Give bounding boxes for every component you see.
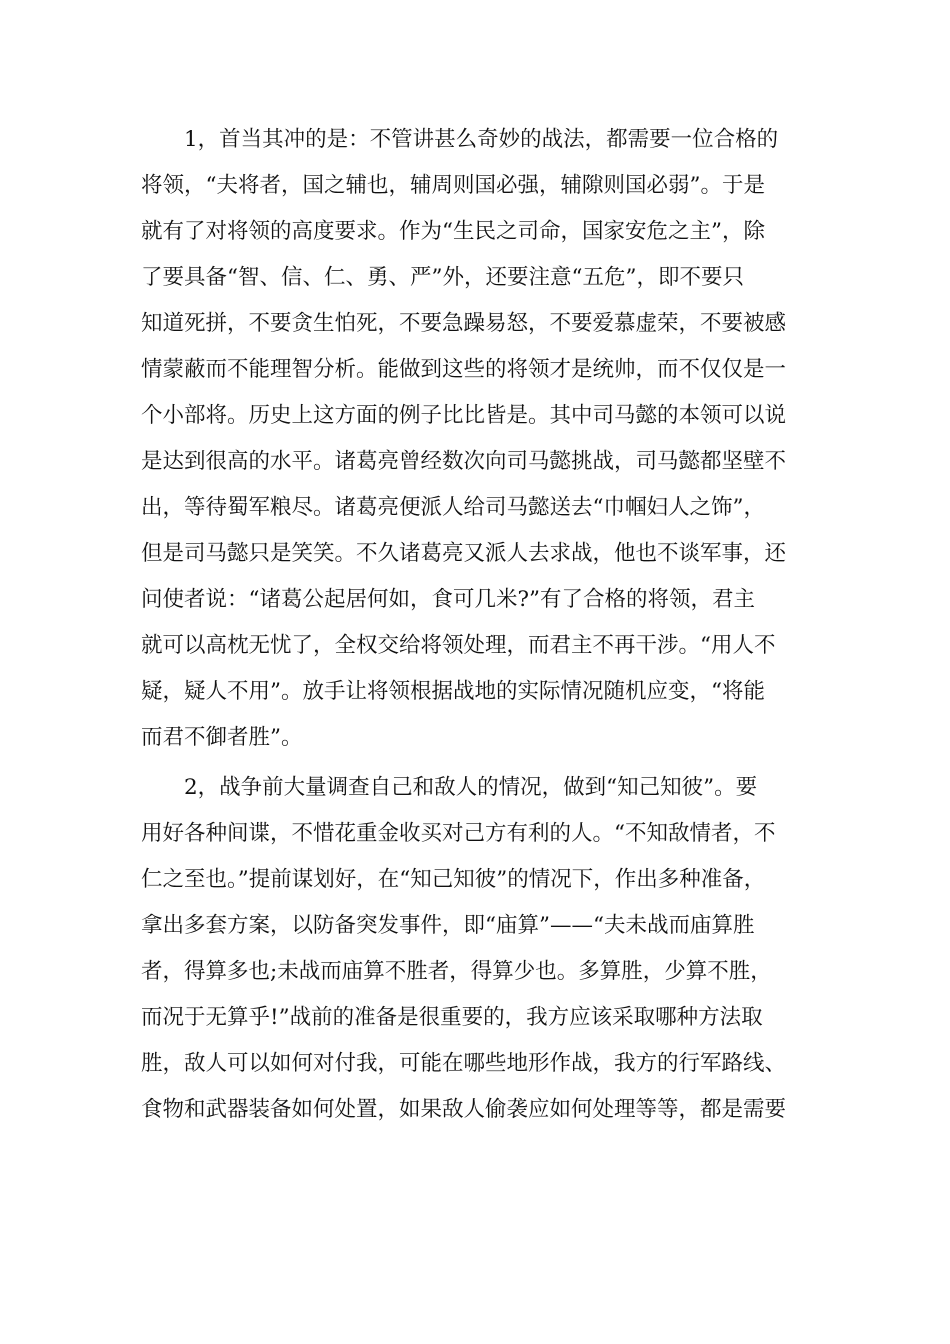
text-line: 是达到很高的水平。诸葛亮曾经数次向司马懿挑战，司马懿都坚壁不 (141, 449, 787, 474)
text-line: 拿出多套方案，以防备突发事件，即“庙算”——“夫未战而庙算胜 (141, 913, 755, 938)
text-line: 但是司马懿只是笑笑。不久诸葛亮又派人去求战，他也不谈军事，还 (141, 541, 787, 566)
paragraph-1 (141, 117, 821, 761)
text-line: 用好各种间谍，不惜花重金收买对己方有利的人。“不知敌情者，不 (141, 821, 776, 846)
text-line: 知道死拼，不要贪生怕死，不要急躁易怒，不要爱慕虚荣，不要被感 (141, 311, 787, 336)
text-line: 食物和武器装备如何处置，如果敌人偷袭应如何处理等等，都是需要 (141, 1097, 787, 1122)
text-line: 情蒙蔽而不能理智分析。能做到这些的将领才是统帅，而不仅仅是一 (141, 357, 787, 382)
text-line: 疑，疑人不用”。放手让将领根据战地的实际情况随机应变，“将能 (141, 679, 765, 704)
text-line: 胜，敌人可以如何对付我，可能在哪些地形作战，我方的行军路线、 (141, 1051, 787, 1076)
text-line: 1，首当其冲的是：不管讲甚么奇妙的战法，都需要一位合格的 (141, 127, 779, 152)
text-line: 就可以高枕无忧了，全权交给将领处理，而君主不再干涉。“用人不 (141, 633, 776, 658)
text-line: 者，得算多也;未战而庙算不胜者，得算少也。多算胜，少算不胜， (141, 959, 772, 984)
text-line: 仁之至也。”提前谋划好，在“知己知彼”的情况下，作出多种准备， (141, 867, 766, 892)
text-line: 而况于无算乎!”战前的准备是很重要的，我方应该采取哪种方法取 (141, 1005, 763, 1030)
text-line: 了要具备“智、信、仁、勇、严”外，还要注意“五危”，即不要只 (141, 265, 744, 290)
text-line: 2，战争前大量调查自己和敌人的情况，做到“知己知彼”。要 (141, 775, 758, 800)
text-line: 将领，“夫将者，国之辅也，辅周则国必强，辅隙则国必弱”。于是 (141, 173, 765, 198)
text-line: 而君不御者胜”。 (141, 725, 303, 750)
text-line: 问使者说：“诸葛公起居何如，食可几米?”有了合格的将领，君主 (141, 587, 756, 612)
document-body (141, 117, 821, 1133)
paragraph-2 (141, 765, 821, 1133)
text-line: 出，等待蜀军粮尽。诸葛亮便派人给司马懿送去“巾帼妇人之饰”， (141, 495, 765, 520)
text-line: 个小部将。历史上这方面的例子比比皆是。其中司马懿的本领可以说 (141, 403, 787, 428)
text-line: 就有了对将领的高度要求。作为“生民之司命，国家安危之主”，除 (141, 219, 765, 244)
